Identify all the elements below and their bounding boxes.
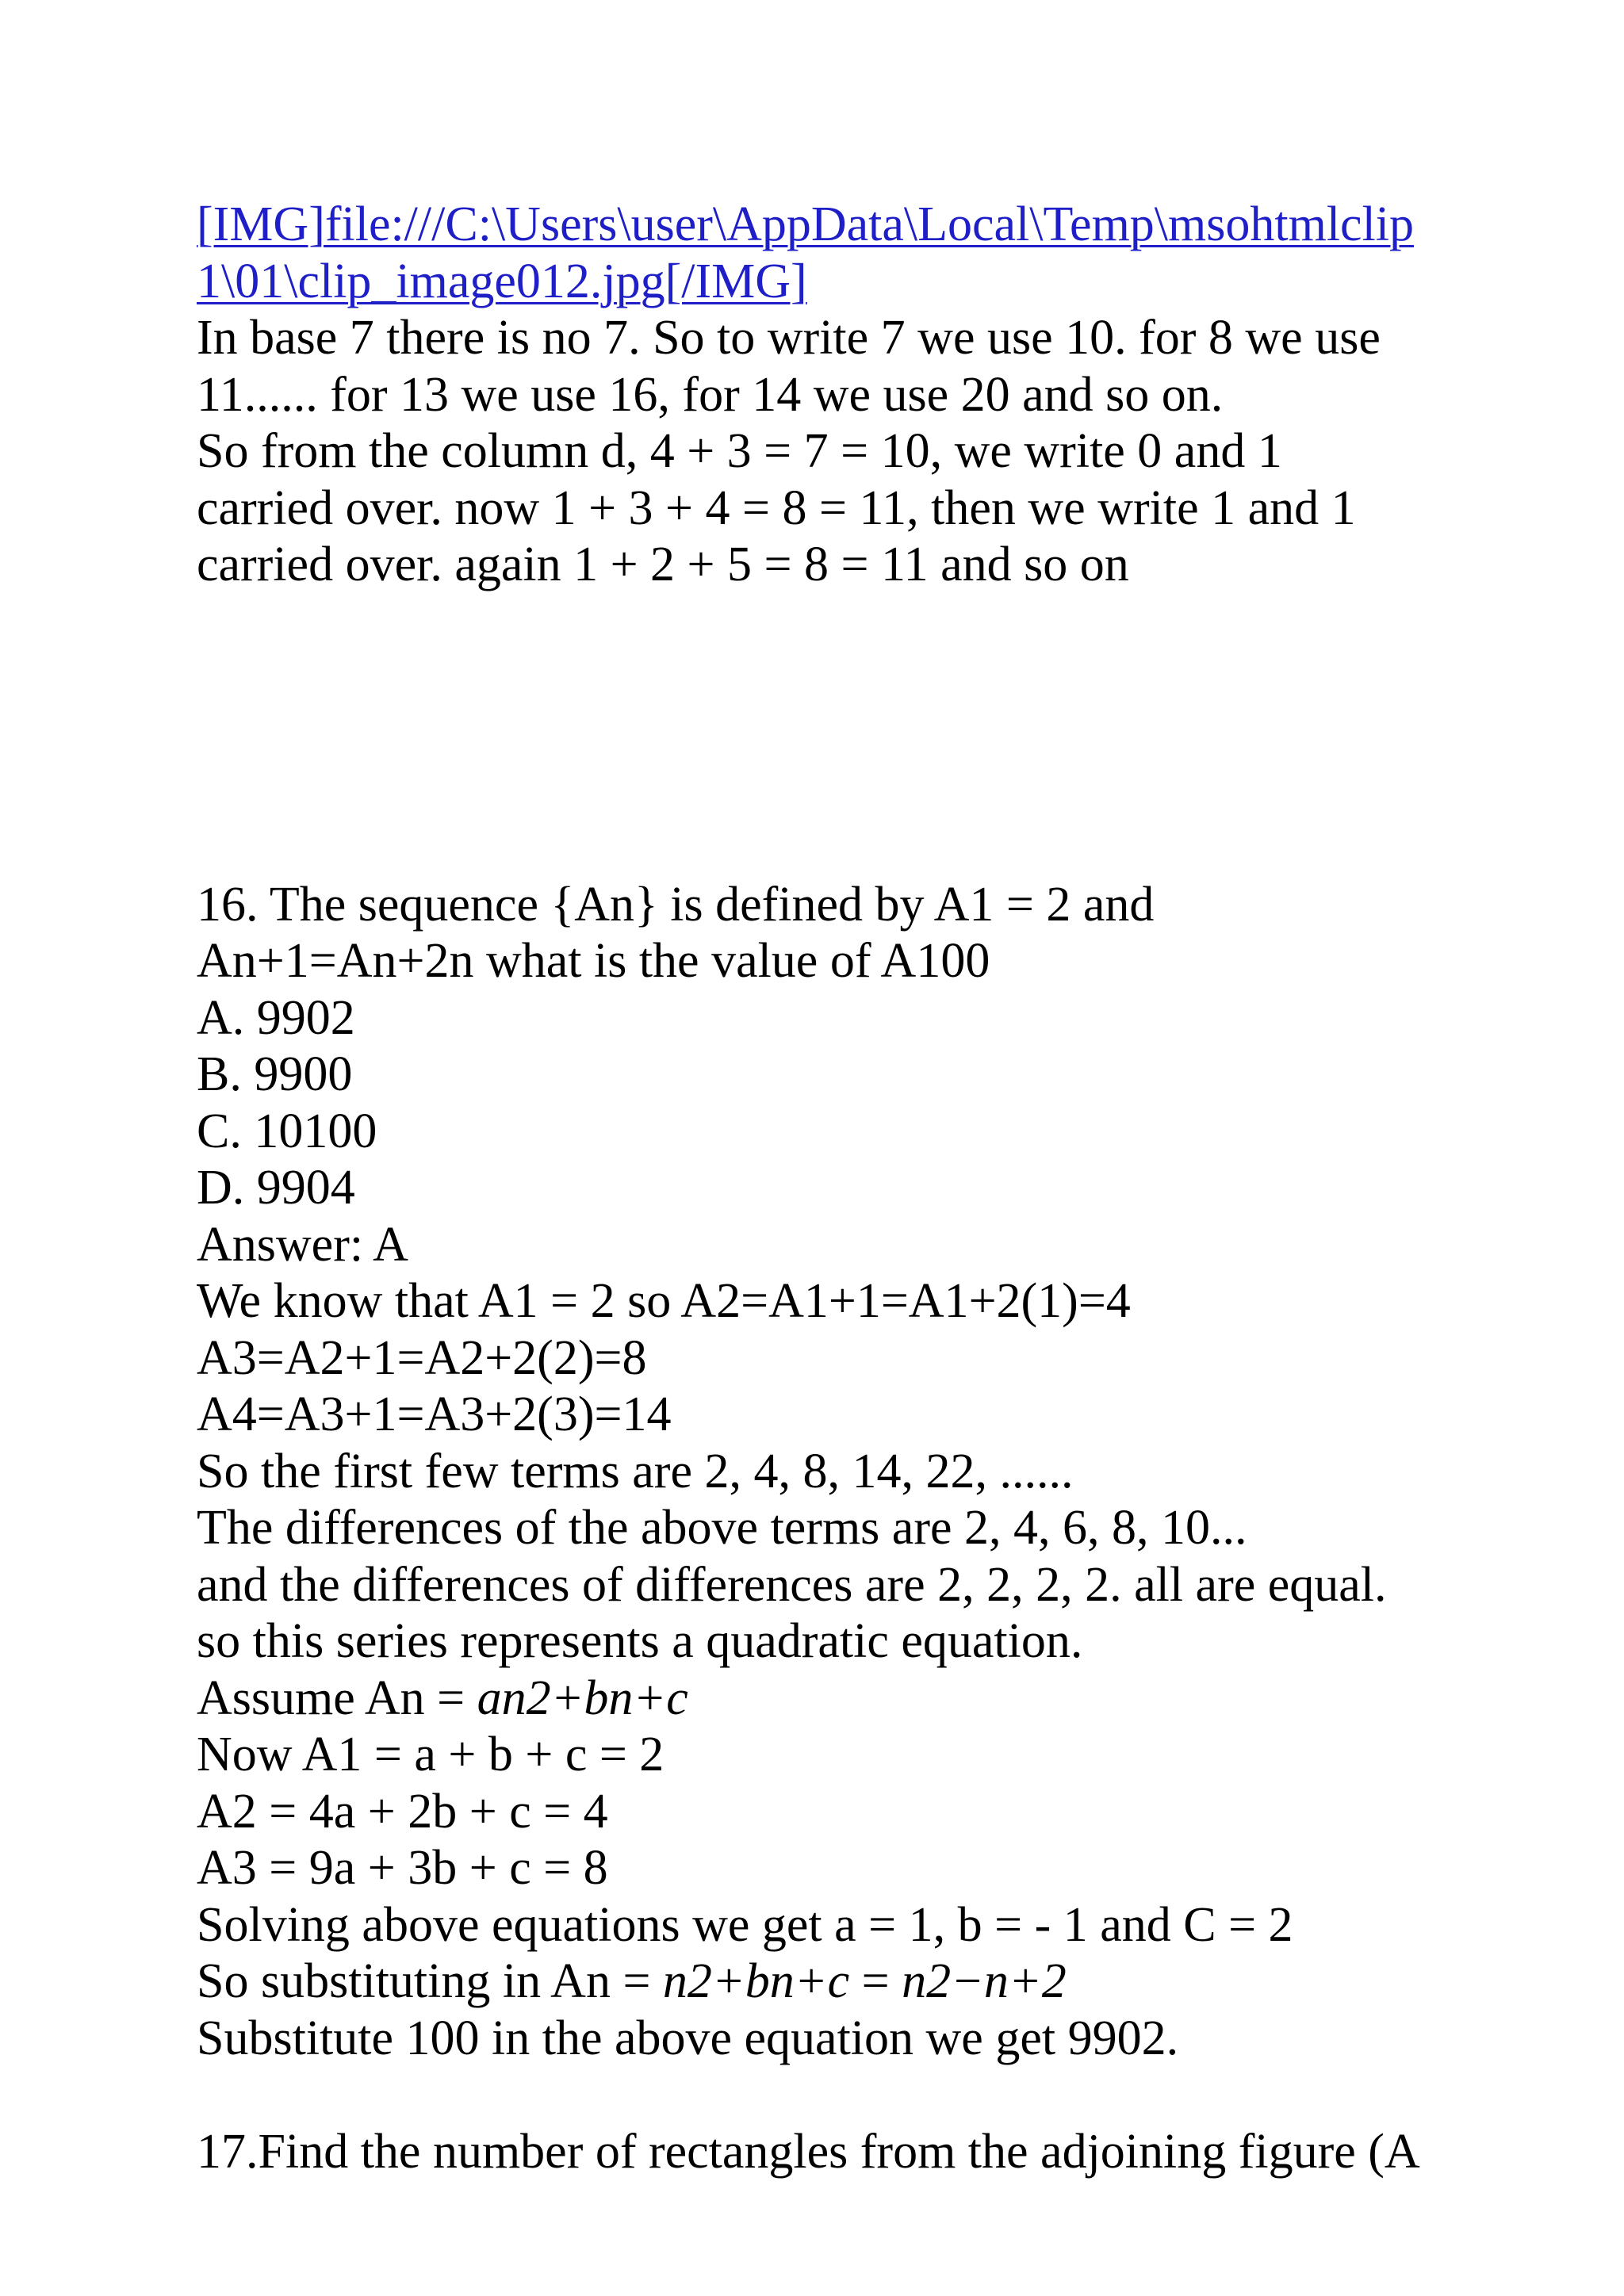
solution-line: So the first few terms are 2, 4, 8, 14, 22, ......	[197, 1444, 1074, 1498]
solved-form: n2−n+2	[902, 1954, 1067, 2008]
base7-explanation-line: 11...... for 13 we use 16, for 14 we use 20 and so on.	[197, 367, 1224, 422]
solution-line: A3 = 9a + 3b + c = 8	[197, 1841, 608, 1895]
substituting-label: So substituting in An =	[197, 1954, 663, 2008]
question-16-text: An+1=An+2n what is the value of A100	[197, 934, 990, 988]
base7-explanation-line: So from the column d, 4 + 3 = 7 = 10, we write 0 and 1	[197, 424, 1282, 478]
image-placeholder-link-line-2[interactable]	[197, 254, 1434, 311]
image-link[interactable]: [IMG]file:///C:\Users\user\AppData\Local\Temp\msohtmlclip	[197, 197, 1415, 251]
solution-line: A4=A3+1=A3+2(3)=14	[197, 1387, 672, 1441]
solution-line: We know that A1 = 2 so A2=A1+1=A1+2(1)=4	[197, 1274, 1131, 1328]
question-17-text: 17.Find the number of rectangles from the adjoining figure (A	[197, 2124, 1420, 2179]
option-c: C. 10100	[197, 1104, 377, 1158]
image-link-continued[interactable]: 1\01\clip_image012.jpg[/IMG]	[197, 254, 807, 308]
question-16-text: 16. The sequence {An} is defined by A1 = 2 and	[197, 877, 1155, 932]
solution-line-assume	[197, 1670, 1434, 1728]
assume-label: Assume An =	[197, 1670, 477, 1725]
base7-explanation-line: carried over. again 1 + 2 + 5 = 8 = 11 and so on	[197, 538, 1129, 591]
document-page	[197, 197, 1434, 2180]
image-placeholder-link-line-1[interactable]	[197, 197, 1434, 254]
solution-line: Now A1 = a + b + c = 2	[197, 1728, 665, 1781]
solution-line: Solving above equations we get a = 1, b = - 1 and C = 2	[197, 1897, 1293, 1952]
answer: Answer: A	[197, 1217, 408, 1272]
solution-line-substituting	[197, 1954, 1434, 2011]
solution-line: A2 = 4a + 2b + c = 4	[197, 1784, 608, 1839]
solution-line: and the differences of differences are 2, 2, 2, 2. all are equal.	[197, 1557, 1387, 1612]
solution-line: The differences of the above terms are 2, 4, 6, 8, 10...	[197, 1501, 1247, 1555]
spacer	[197, 594, 1434, 877]
general-form: n2+bn+c	[662, 1954, 850, 2008]
solution-line: so this series represents a quadratic equation.	[197, 1614, 1083, 1668]
solution-line: Substitute 100 in the above equation we get 9902.	[197, 2011, 1179, 2065]
solution-line: A3=A2+1=A2+2(2)=8	[197, 1330, 647, 1385]
option-a: A. 9902	[197, 990, 355, 1045]
option-b: B. 9900	[197, 1047, 353, 1101]
base7-explanation-line: carried over. now 1 + 3 + 4 = 8 = 11, then we write 1 and 1	[197, 480, 1356, 535]
spacer	[197, 2067, 1434, 2124]
equals-sign: =	[849, 1954, 902, 2008]
option-d: D. 9904	[197, 1161, 355, 1215]
base7-explanation-line: In base 7 there is no 7. So to write 7 we use 10. for 8 we use	[197, 311, 1381, 365]
quadratic-form: an2+bn+c	[477, 1670, 688, 1725]
